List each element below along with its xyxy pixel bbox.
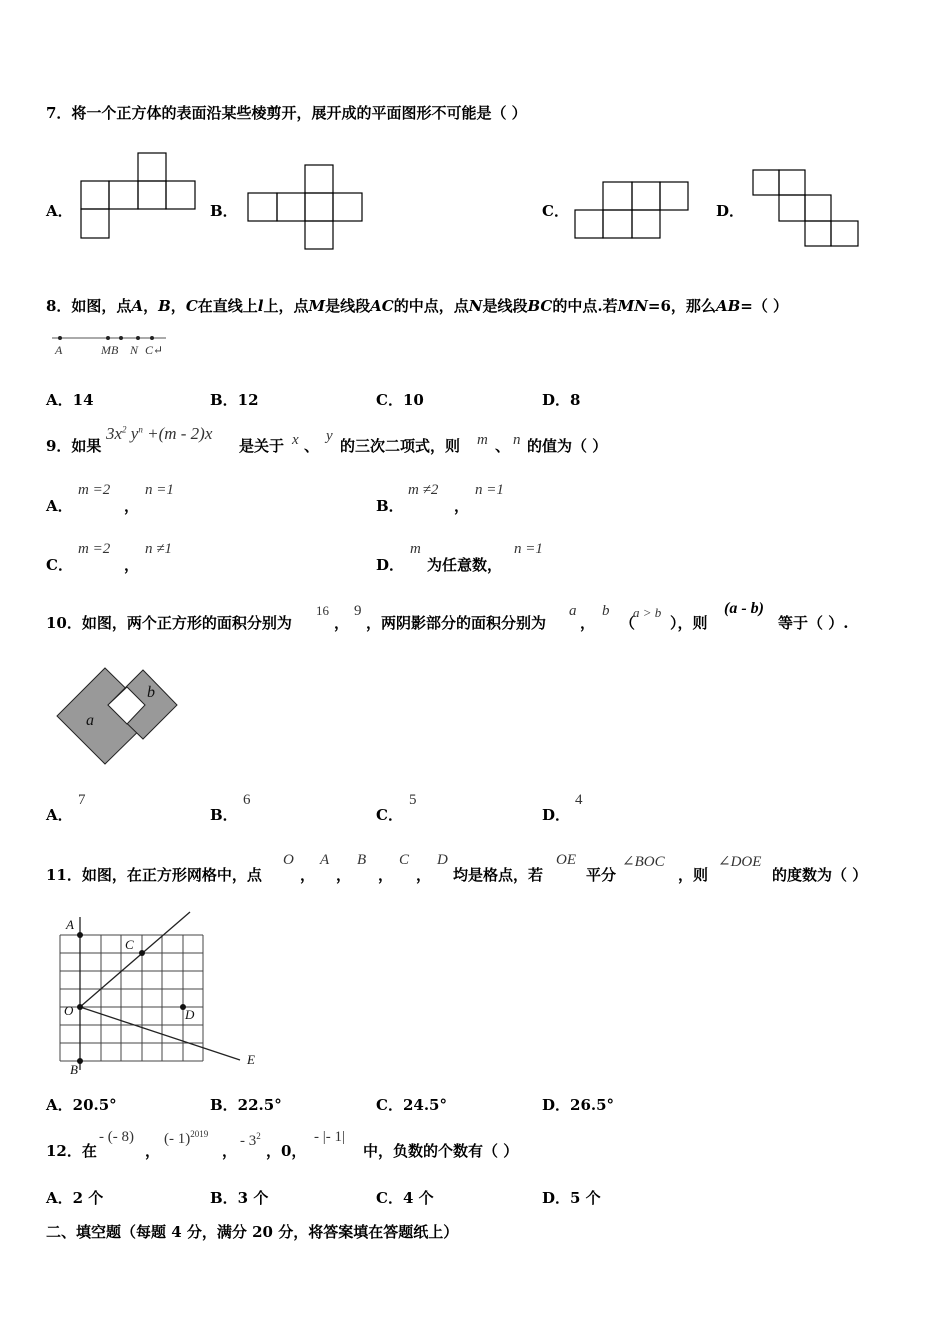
q11-figure-label-o: O (64, 1003, 74, 1018)
section-2-heading: 二、填空题（每题 4 分，满分 20 分，将答案填在答题纸上） (46, 1223, 459, 1241)
q12-prefix: 12．在 (46, 1142, 97, 1160)
q7-option-a-label: A． (46, 202, 73, 220)
q10-figure-label-b: b (147, 684, 155, 701)
q9-var-n: n (513, 432, 521, 448)
q9-option-b-n: n =1 (475, 482, 504, 498)
q11-text-1: 均是格点，若 (453, 866, 544, 884)
q7-option-b-label: B． (210, 202, 238, 220)
q8-option-a: A．14 (46, 391, 94, 409)
q11-ray-oe: OE (556, 852, 576, 868)
q9-option-b-label: B． (376, 497, 404, 515)
q11-comma-4: ， (416, 866, 432, 884)
q11-point-c: C (399, 852, 410, 868)
q12-comma-2: ， (222, 1142, 238, 1160)
q12-expr-4: - |- 1| (314, 1129, 345, 1145)
q9-option-d-m: m (410, 541, 421, 557)
q11-figure-label-a: A (66, 917, 74, 932)
q10-value-9: 9 (354, 603, 362, 619)
q9-var-x: x (292, 432, 299, 448)
q11-figure-label-c: C (125, 937, 134, 952)
q11-angle-boc: ∠BOC (622, 854, 665, 870)
q10-prefix: 10．如图，两个正方形的面积分别为 (46, 614, 292, 632)
q10-option-c-value: 5 (409, 792, 417, 808)
q11-point-b: B (357, 852, 367, 868)
q9-option-c-m: m =2 (78, 541, 111, 557)
q9-option-d-label: D． (376, 556, 405, 574)
q11-point-o: O (283, 852, 294, 868)
q9-text-1: 是关于 (239, 437, 285, 455)
q9-var-y: y (326, 428, 333, 444)
q11-text-3: ，则 (678, 866, 709, 884)
q10-text-1: ，两阴影部分的面积分别为 (366, 614, 547, 632)
q8-option-b: B．12 (210, 391, 259, 409)
q9-option-c-sep: ， (124, 556, 140, 574)
q8-stem: 8．如图，点A，B，C在直线上l上，点M是线段AC的中点，点N是线段BC的中点.若MN=6，那么AB=（ ） (46, 297, 789, 315)
q11-angle-doe: ∠DOE (718, 854, 762, 870)
q10-text-2: 等于（ ）. (778, 614, 849, 632)
q10-option-d-label: D． (542, 806, 571, 824)
q11-option-b: B．22.5° (210, 1096, 282, 1114)
q12-comma-1: ， (145, 1142, 161, 1160)
q9-text-2: 的三次二项式，则 (340, 437, 461, 455)
q9-option-c-label: C． (46, 556, 73, 574)
q10-expression: (a - b) (724, 600, 764, 617)
q11-prefix: 11．如图，在正方形网格中，点 (46, 866, 262, 884)
q11-figure-label-b: B (70, 1062, 78, 1077)
q11-point-d: D (437, 852, 448, 868)
q11-option-c: C．24.5° (376, 1096, 447, 1114)
q8-label-mb: MB (101, 343, 119, 357)
q11-comma-3: ， (378, 866, 394, 884)
q9-expression: $3x^2$ $y^n +(m - 2)x$ (106, 424, 213, 443)
q10-comma-1: ， (334, 614, 350, 632)
q11-comma-1: ， (300, 866, 316, 884)
q12-option-d: D．5 个 (542, 1189, 601, 1207)
q9-var-m: m (477, 432, 488, 448)
q8-label-n: N (130, 343, 139, 357)
q9-option-d-text: 为任意数， (427, 556, 503, 574)
q12-text-zero: ，0， (266, 1142, 307, 1160)
q9-sep-1: 、 (304, 437, 320, 455)
q11-option-a: A．20.5° (46, 1096, 117, 1114)
q11-text-2: 平分 (586, 866, 617, 884)
q12-option-a: A．2 个 (46, 1189, 104, 1207)
q10-option-a-value: 7 (78, 792, 86, 808)
q10-option-c-label: C． (376, 806, 403, 824)
q12-expr-3: - $3^2$ (240, 1131, 261, 1149)
q7-option-d-label: D． (716, 202, 745, 220)
q11-option-d: D．26.5° (542, 1096, 615, 1114)
q10-paren-open: （ (620, 614, 636, 632)
q9-option-c-n: n ≠1 (145, 541, 172, 557)
q10-var-a: a (569, 603, 577, 619)
q10-option-a-label: A． (46, 806, 73, 824)
q11-text-4: 的度数为（ ） (772, 866, 868, 884)
q7-stem: 7．将一个正方体的表面沿某些棱剪开，展开成的平面图形不可能是（ ） (46, 104, 527, 122)
q9-option-a-n: n =1 (145, 482, 174, 498)
q12-option-c: C．4 个 (376, 1189, 434, 1207)
q11-point-a: A (320, 852, 330, 868)
q10-option-d-value: 4 (575, 792, 583, 808)
q12-option-b: B．3 个 (210, 1189, 269, 1207)
q10-option-b-label: B． (210, 806, 238, 824)
q9-option-d-n: n =1 (514, 541, 543, 557)
q8-label-a: A (55, 343, 63, 357)
q7-option-c-label: C． (542, 202, 569, 220)
q10-comma-2: ， (580, 614, 596, 632)
q9-prefix: 9．如果 (46, 437, 102, 455)
q8-option-c: C．10 (376, 391, 424, 409)
q9-text-3: 的值为（ ） (527, 437, 608, 455)
q9-sep-2: 、 (495, 437, 511, 455)
q8-label-c: C↵ (145, 343, 164, 357)
q9-option-b-m: m ≠2 (408, 482, 439, 498)
q10-condition: a > b (633, 605, 662, 620)
q10-paren-close: ），则 (670, 614, 708, 632)
q9-option-a-m: m =2 (78, 482, 111, 498)
q9-option-a-label: A． (46, 497, 73, 515)
q12-text-1: 中，负数的个数有（ ） (363, 1142, 519, 1160)
q10-option-b-value: 6 (243, 792, 251, 808)
q9-option-a-sep: ， (124, 497, 140, 515)
q10-figure-label-a: a (86, 712, 94, 729)
q11-figure-label-e: E (247, 1052, 255, 1067)
q12-expr-1: - (- 8) (99, 1129, 134, 1145)
q9-option-b-sep: ， (454, 497, 470, 515)
q10-var-b: b (602, 603, 610, 619)
q11-comma-2: ， (336, 866, 352, 884)
q12-expr-2: (- 1)$^{2019}$ (164, 1129, 209, 1147)
q10-value-16: 16 (316, 603, 329, 618)
q8-option-d: D．8 (542, 391, 581, 409)
q11-figure-label-d: D (185, 1007, 195, 1022)
